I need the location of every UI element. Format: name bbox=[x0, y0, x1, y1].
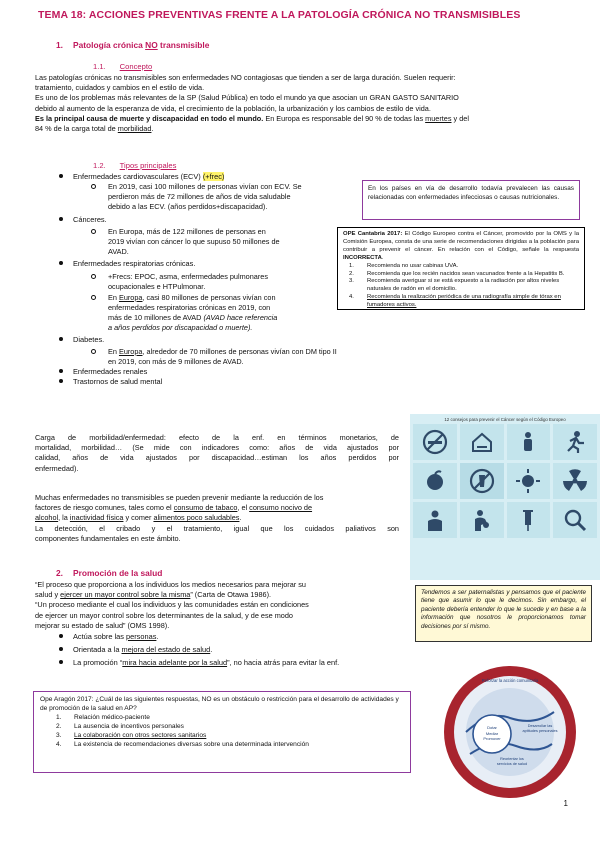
answer-number: 4. bbox=[349, 294, 354, 301]
answer-number: 3. bbox=[349, 278, 354, 285]
circle-bullet-icon bbox=[91, 274, 96, 279]
underlined-text: alimentos poco saludables bbox=[153, 513, 240, 523]
text-line: calidad, años de vida ajustados por discapacidad…estiman los años perdidos por bbox=[35, 453, 399, 463]
list-item bbox=[59, 658, 419, 668]
answer-number: 1. bbox=[56, 713, 62, 721]
text-line: Las patologías crónicas no transmisibles son enfermedades NO contagiosas que tienden a ser de larga duración. Suelen requerir: bbox=[35, 73, 456, 82]
list-item bbox=[59, 367, 359, 377]
text-line: Muchas enfermedades no transmisibles se pueden prevenir mediante la reducción de los bbox=[35, 493, 324, 502]
text-line: “Un proceso mediante el cual los individuos y las comunidades están en condiciones bbox=[35, 600, 309, 610]
answer-item bbox=[50, 732, 404, 741]
section-title: Promoción de la salud bbox=[73, 568, 163, 578]
underlined-text: ejercer un mayor control sobre la misma bbox=[60, 590, 191, 600]
infographic-grid bbox=[413, 424, 597, 538]
sub-item bbox=[91, 293, 359, 333]
page-title: TEMA 18: ACCIONES PREVENTIVAS FRENTE A LA PATOLOGÍA CRÓNICA NO TRANSMISIBLES bbox=[38, 9, 521, 21]
circle-bullet-icon bbox=[91, 349, 96, 354]
answer-text: Recomienda que los recién nacidos sean vacunados frente a la Hepatitis B. bbox=[367, 270, 565, 277]
circle-bullet-icon bbox=[91, 184, 96, 189]
subsection-1-2-heading bbox=[93, 161, 176, 170]
answer-number: 2. bbox=[56, 722, 62, 730]
underlined-text: morbilidad bbox=[117, 124, 152, 134]
underlined-text: inactividad física bbox=[69, 513, 124, 523]
circle-bullet-icon bbox=[91, 229, 96, 234]
answer-item bbox=[343, 294, 579, 310]
text-line bbox=[91, 313, 359, 323]
inner-label: servicios de salud bbox=[496, 762, 528, 766]
text-line bbox=[35, 590, 405, 600]
text-line bbox=[35, 114, 575, 124]
section-title-part: transmisible bbox=[157, 40, 210, 50]
answer-item bbox=[343, 278, 579, 294]
ottawa-ring-label: Reforzar la acción comunitaria bbox=[481, 678, 539, 683]
section-number: 1. bbox=[56, 40, 63, 50]
underlined-text: mejora del estado de salud bbox=[121, 645, 211, 655]
center-label: Mediar bbox=[485, 730, 499, 736]
answer-number: 2. bbox=[349, 270, 354, 277]
cancer-code-infographic bbox=[410, 414, 600, 580]
subsection-title: Concepto bbox=[119, 62, 153, 71]
page-number: 1 bbox=[563, 799, 568, 808]
text: Ope Aragón 2017: bbox=[40, 696, 94, 703]
morbidity-paragraph bbox=[35, 433, 399, 474]
section-title-part: NO bbox=[145, 40, 158, 50]
underlined-text: consumo nocivo de bbox=[249, 503, 313, 513]
answer-number: 1. bbox=[349, 262, 354, 269]
bold-text: Es la principal causa de muerte y discapacidad en todo el mundo. bbox=[35, 113, 264, 123]
infographic-title: 12 consejos para prevenir el Cáncer según el Código Europeo bbox=[444, 417, 566, 422]
text-line: ocupacionales e HTPulmonar. bbox=[108, 281, 206, 291]
bold-text: INCORRECTA bbox=[343, 254, 382, 261]
text-line: componentes fundamentales en este ámbito. bbox=[35, 533, 181, 543]
answer-item bbox=[50, 741, 404, 750]
text-line: tratamiento, cuidados y cambios en el estilo de vida. bbox=[35, 83, 205, 93]
list-item bbox=[59, 172, 359, 182]
answer-number: 4. bbox=[56, 740, 62, 748]
text: más de 10 millones de AVAD bbox=[108, 312, 204, 322]
text: . bbox=[156, 632, 159, 641]
text: En bbox=[108, 292, 119, 302]
workplace-icon bbox=[413, 502, 457, 538]
underlined-text: Europa bbox=[118, 292, 143, 302]
no-alcohol-icon bbox=[460, 463, 504, 499]
text: y comer bbox=[123, 513, 154, 523]
text-line: 2019 vivían con cáncer lo que supuso 50 millones de bbox=[108, 237, 280, 247]
sub-item bbox=[91, 347, 359, 367]
text-line: enfermedad). bbox=[35, 463, 79, 473]
text: , la bbox=[58, 513, 70, 523]
answer-number: 3. bbox=[56, 731, 62, 739]
exercise-icon bbox=[553, 424, 597, 460]
answer-text-correct: La colaboración con otros sectores sanitarios bbox=[74, 731, 207, 739]
inner-label: Desarrollar las bbox=[527, 724, 553, 728]
answer-item bbox=[50, 714, 404, 723]
ottawa-charter-diagram bbox=[430, 658, 590, 798]
text-line: En Europa, más de 122 millones de personas en bbox=[108, 227, 266, 237]
text-line: En 2019, casi 100 millones de personas vivían con ECV. Se bbox=[108, 182, 302, 192]
text-line: Es uno de los problemas más relevantes de la SP (Salud Pública) en todo el mundo ya que asocian un GRAN GASTO SANITARIO bbox=[35, 93, 459, 103]
text: Actúa sobre las bbox=[73, 632, 126, 641]
answer-item bbox=[50, 723, 404, 732]
text: . bbox=[210, 645, 213, 655]
text: factores de riesgo comunes, tales como el bbox=[35, 503, 174, 513]
text: salud y bbox=[35, 590, 61, 600]
list-item bbox=[59, 632, 419, 642]
note-box-developing-countries: En los países en vía de desarrollo todavía prevalecen las causas relacionadas con enfermedades infecciosas o causas nutricionales. bbox=[362, 180, 580, 220]
italic-text: (AVAD hace referencia bbox=[203, 312, 278, 322]
answer-text: La ausencia de incentivos personales bbox=[74, 722, 184, 730]
text-line: enfermedades respiratorias crónicas en 2019, con bbox=[108, 302, 271, 312]
ottawa-center-labels bbox=[479, 725, 505, 742]
answer-text: Recomienda averiguar si se está expuesto a la radiación por altos niveles naturales de radón en el domicilio. bbox=[367, 278, 560, 293]
text-line: mejorar su estado de salud” (OMS 1998). bbox=[35, 620, 170, 630]
center-label: Dotar bbox=[487, 725, 497, 730]
text: ¿Cuál de las siguientes respuestas, NO es un obstáculo o restricción para el desarrollo de actividades y de promoción de la salud en AP? bbox=[40, 696, 399, 712]
underlined-text: muertes bbox=[425, 113, 452, 123]
center-label: Promover bbox=[483, 736, 501, 742]
section-title-part: Patología crónica bbox=[73, 40, 146, 50]
ottawa-title: CARTA DE OTTAWA PARA LA PROMOCIÓN DE LA SALUD bbox=[462, 662, 562, 666]
ottawa-inner-label bbox=[518, 724, 562, 734]
inner-label: Reorientar los bbox=[500, 757, 524, 761]
bullet-icon bbox=[59, 369, 63, 373]
section-1-heading bbox=[56, 40, 209, 50]
answer-list bbox=[50, 714, 404, 750]
no-smoking-icon bbox=[413, 424, 457, 460]
text: Orientada a la bbox=[73, 645, 122, 655]
text: En bbox=[108, 346, 119, 356]
item-text: Enfermedades respiratorias crónicas. bbox=[73, 259, 196, 269]
bullet-icon bbox=[59, 261, 63, 265]
subsection-number: 1.2. bbox=[93, 161, 106, 170]
text-line: debido al aumento de la esperanza de vida, el crecimiento de la población, la urbanización y los cambios de estilo de vida. bbox=[35, 103, 431, 113]
text-line: de ejercer un mayor control sobre los determinantes de la salud, y de ese modo bbox=[35, 610, 293, 620]
text-line bbox=[35, 513, 399, 523]
radon-icon bbox=[553, 463, 597, 499]
note-box-paternalism: Tendemos a ser paternalistas y pensamos que el paciente tiene que asumir lo que le decimos. Sin embargo, el paciente debería entender lo que le sucede y en base a la información que nosotros le proporcionamos tomar decisiones por sí mismo. bbox=[415, 585, 592, 642]
highlighted-text: (+frec) bbox=[202, 172, 225, 181]
section-number: 2. bbox=[56, 568, 63, 578]
list-item bbox=[59, 259, 359, 269]
prevention-paragraph bbox=[35, 493, 399, 544]
item-text: Trastornos de salud mental bbox=[73, 377, 163, 387]
sub-item bbox=[91, 182, 359, 212]
sub-item bbox=[91, 227, 359, 257]
text-line: AVAD. bbox=[108, 247, 129, 257]
promotion-quotes bbox=[35, 580, 405, 631]
answer-text: La existencia de recomendaciones diversas sobre una determinada intervención bbox=[74, 740, 309, 748]
bullet-icon bbox=[59, 379, 63, 383]
question-text bbox=[40, 696, 404, 714]
underlined-text: personas bbox=[126, 632, 157, 641]
exam-question-box-aragon bbox=[33, 691, 411, 773]
subsection-number: 1.1. bbox=[93, 62, 106, 71]
text-line: mortalidad, morbilidad… (Se mide con indicadores como: años de vida ajustados por bbox=[35, 443, 399, 453]
bullet-icon bbox=[59, 217, 63, 221]
answer-text: Recomienda no usar cabinas UVA. bbox=[367, 262, 459, 269]
text-line: La detección, el cribado y el tratamiento, igual que los cuidados paliativos son bbox=[35, 523, 399, 533]
bullet-icon bbox=[59, 174, 63, 178]
list-item bbox=[59, 215, 359, 225]
underlined-text: alcohol bbox=[35, 513, 59, 523]
text-line: Carga de morbilidad/enfermedad: efecto de la enf. en términos monetarios, de bbox=[35, 433, 399, 442]
item-text: Enfermedades renales bbox=[73, 366, 148, 376]
promotion-bullets bbox=[59, 632, 419, 669]
text: y del bbox=[451, 113, 469, 123]
bullet-icon bbox=[59, 634, 63, 638]
concept-paragraph bbox=[35, 73, 575, 134]
text-line: debido a las ECV. (años perdidos+discapacidad). bbox=[108, 202, 268, 212]
answer-item bbox=[343, 263, 579, 271]
bullet-icon bbox=[59, 647, 63, 651]
text-line: a años perdidos por discapacidad o muerte). bbox=[108, 322, 253, 332]
answer-text-correct: Recomienda la realización periódica de una radiografía simple de tórax en fumadores activos. bbox=[367, 294, 561, 309]
text-line: +Frecs: EPOC, asma, enfermedades pulmonares bbox=[108, 271, 268, 281]
list-item bbox=[59, 335, 359, 345]
text: , el bbox=[237, 503, 250, 513]
sun-protection-icon bbox=[507, 463, 551, 499]
subsection-title: Tipos principales bbox=[119, 161, 177, 170]
circle-bullet-icon bbox=[91, 295, 96, 300]
text-line: en 2019, con más de 9 millones de AVAD. bbox=[108, 356, 244, 366]
item-text: Cánceres. bbox=[73, 215, 107, 225]
item-text: Enfermedades cardiovasculares (ECV) bbox=[73, 172, 203, 181]
text: . bbox=[239, 513, 242, 523]
text: La promoción “ bbox=[73, 658, 123, 668]
text: ”, no hacia atrás para evitar la enf. bbox=[227, 658, 340, 668]
list-item bbox=[59, 377, 359, 387]
answer-list bbox=[343, 263, 579, 310]
healthy-weight-icon bbox=[507, 424, 551, 460]
exam-question-box-cantabria bbox=[337, 227, 585, 310]
ottawa-inner-label bbox=[490, 757, 534, 767]
text: 84 % de la carga total de bbox=[35, 124, 118, 134]
vaccination-icon bbox=[507, 502, 551, 538]
section-2-heading bbox=[56, 568, 162, 578]
healthy-diet-icon bbox=[413, 463, 457, 499]
text-line bbox=[35, 503, 399, 513]
list-item bbox=[59, 645, 419, 655]
text: ” (Carta de Otawa 1986). bbox=[190, 590, 272, 600]
question-text: OPE Cantabria 2017: El Código Europeo contra el Cáncer, promovido por la OMS y la Comisión Europea, consta de una serie de recomendaciones dirigidas a la población para contribuir a prevenir el cáncer. En relación con el Código, señale la respuesta INCORRECTA. bbox=[343, 231, 579, 261]
inner-label: aptitudes personales bbox=[522, 729, 558, 733]
screening-icon bbox=[553, 502, 597, 538]
underlined-text: Europa bbox=[118, 346, 143, 356]
types-list bbox=[59, 172, 359, 387]
text-line bbox=[35, 124, 575, 134]
bullet-icon bbox=[59, 660, 63, 664]
breastfeeding-icon bbox=[460, 502, 504, 538]
underlined-text: consumo de tabaco bbox=[173, 503, 238, 513]
text-line: “El proceso que proporciona a los individuos los medios necesarios para mejorar su bbox=[35, 580, 306, 589]
text: En Europa es responsable del 90 % de todas las bbox=[263, 113, 426, 123]
sub-item bbox=[91, 272, 359, 292]
underlined-text: mira hacia adelante por la salud bbox=[122, 658, 228, 668]
text: , alrededor de 70 millones de personas vivían con DM tipo II bbox=[142, 346, 337, 356]
subsection-1-1-heading bbox=[93, 62, 152, 71]
bold-text: OPE Cantabria 2017: bbox=[343, 231, 403, 237]
text-line: perdieron más de 72 millones de años de vida saludable bbox=[108, 192, 291, 202]
bullet-icon bbox=[59, 337, 63, 341]
answer-item bbox=[343, 271, 579, 279]
text: El Código Europeo contra el Cáncer, promovido por la OMS y la Comisión Europea, consta de una serie de recomendaciones dirigidas a la población para contribuir a prevenir el cáncer. En relación con el Código, señale la respuesta bbox=[343, 231, 579, 253]
smoke-free-home-icon bbox=[460, 424, 504, 460]
text: . bbox=[151, 124, 154, 134]
answer-text: Relación médico-paciente bbox=[74, 713, 150, 721]
text: , casi 80 millones de personas vivían con bbox=[142, 292, 276, 302]
item-text: Diabetes. bbox=[73, 334, 105, 344]
